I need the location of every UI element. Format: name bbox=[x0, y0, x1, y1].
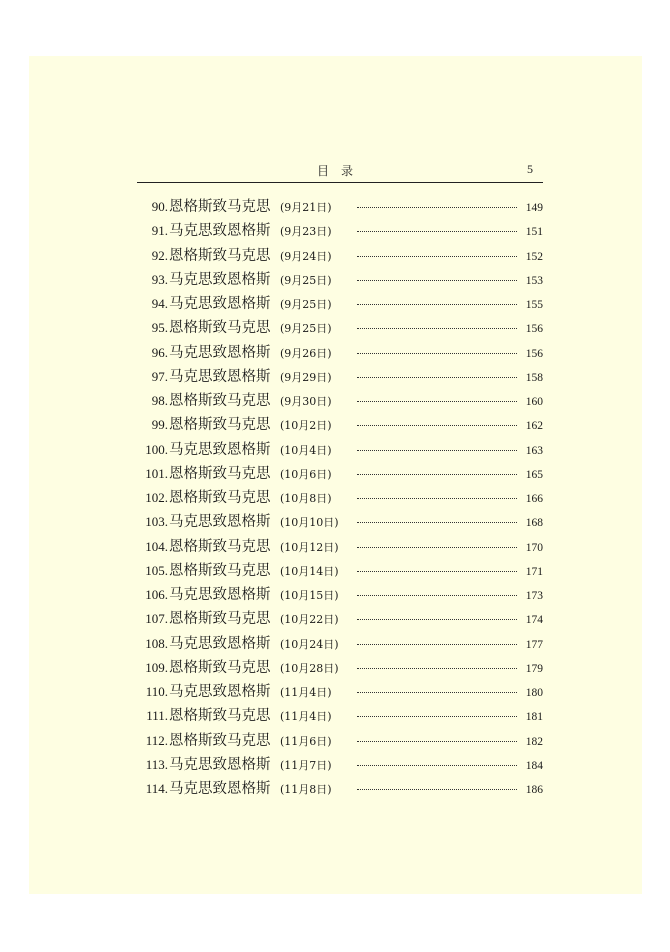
entry-page: 184 bbox=[525, 759, 543, 772]
dot-leader bbox=[357, 498, 517, 499]
toc-entry bbox=[137, 682, 543, 706]
entry-title: 恩格斯致马克思 bbox=[169, 247, 271, 264]
dot-leader bbox=[357, 328, 517, 329]
entry-title: 马克思致恩格斯 bbox=[169, 684, 271, 700]
toc-entry bbox=[137, 512, 543, 536]
entry-title: 马克思致恩格斯 bbox=[169, 587, 271, 603]
dot-leader bbox=[357, 304, 517, 305]
toc-entry bbox=[137, 197, 543, 221]
entry-date: (9月30日) bbox=[280, 395, 332, 408]
toc-entry bbox=[137, 537, 543, 561]
toc-entry bbox=[137, 415, 543, 439]
entry-number: 91. bbox=[151, 223, 168, 239]
entry-date: (10月2日) bbox=[280, 419, 332, 433]
entry-title: 恩格斯致马克思 bbox=[169, 320, 271, 337]
toc-entry bbox=[137, 755, 543, 779]
dot-leader bbox=[357, 256, 517, 257]
entry-number: 114. bbox=[145, 781, 168, 796]
entry-number: 92. bbox=[151, 247, 168, 263]
entry-page: 179 bbox=[525, 662, 543, 675]
entry-title: 马克思致恩格斯 bbox=[169, 781, 271, 797]
entry-number: 102. bbox=[145, 490, 168, 505]
entry-title: 恩格斯致马克思 bbox=[169, 393, 271, 409]
entry-number: 104. bbox=[145, 538, 168, 554]
entry-date: (9月29日) bbox=[280, 370, 332, 384]
entry-title: 恩格斯致马克思 bbox=[169, 611, 271, 628]
entry-title: 马克思致恩格斯 bbox=[169, 514, 271, 531]
entry-title: 马克思致恩格斯 bbox=[169, 441, 271, 458]
dot-leader bbox=[357, 207, 517, 208]
toc-entry bbox=[137, 367, 543, 391]
dot-leader bbox=[357, 789, 517, 790]
dot-leader bbox=[357, 595, 517, 596]
entry-title: 马克思致恩格斯 bbox=[169, 271, 271, 288]
entry-number: 90. bbox=[151, 199, 168, 214]
page-header bbox=[137, 162, 543, 183]
dot-leader bbox=[357, 716, 517, 717]
toc-entry bbox=[137, 221, 543, 245]
entry-date: (11月8日) bbox=[280, 783, 332, 796]
entry-date: (9月25日) bbox=[280, 298, 332, 311]
entry-title: 马克思致恩格斯 bbox=[169, 223, 271, 240]
entry-title: 恩格斯致马克思 bbox=[169, 538, 271, 555]
entry-title: 马克思致恩格斯 bbox=[169, 296, 271, 312]
page-title: 目 录 bbox=[317, 164, 354, 178]
toc-entry bbox=[137, 585, 543, 609]
entry-number: 99. bbox=[151, 417, 168, 433]
entry-page: 181 bbox=[525, 711, 543, 724]
entry-title: 马克思致恩格斯 bbox=[169, 756, 271, 773]
entry-page: 174 bbox=[525, 614, 543, 627]
entry-page: 170 bbox=[525, 541, 543, 554]
entry-title: 恩格斯致马克思 bbox=[169, 732, 271, 749]
entry-page: 156 bbox=[525, 323, 543, 336]
entry-page: 153 bbox=[525, 274, 543, 287]
entry-date: (10月6日) bbox=[280, 467, 332, 481]
entry-number: 108. bbox=[145, 635, 168, 651]
entry-date: (10月14日) bbox=[280, 564, 339, 578]
entry-title: 马克思致恩格斯 bbox=[169, 344, 271, 361]
dot-leader bbox=[357, 571, 517, 572]
entry-number: 93. bbox=[151, 271, 168, 287]
table-of-contents bbox=[137, 197, 543, 803]
entry-number: 98. bbox=[151, 393, 168, 408]
entry-number: 111. bbox=[146, 708, 168, 724]
entry-number: 94. bbox=[151, 296, 168, 311]
toc-entry bbox=[137, 731, 543, 755]
entry-date: (11月6日) bbox=[280, 734, 332, 748]
entry-date: (10月15日) bbox=[280, 589, 339, 602]
dot-leader bbox=[357, 377, 517, 378]
entry-number: 113. bbox=[145, 756, 168, 772]
dot-leader bbox=[357, 644, 517, 645]
entry-date: (10月24日) bbox=[280, 637, 339, 651]
toc-entry bbox=[137, 561, 543, 585]
entry-title: 恩格斯致马克思 bbox=[169, 417, 271, 434]
entry-date: (10月10日) bbox=[280, 516, 339, 530]
entry-date: (10月8日) bbox=[280, 492, 332, 505]
entry-date: (11月4日) bbox=[280, 686, 332, 699]
entry-page: 171 bbox=[525, 565, 543, 578]
entry-page: 162 bbox=[525, 420, 543, 433]
entry-date: (11月4日) bbox=[280, 710, 332, 724]
entry-date: (9月24日) bbox=[280, 249, 332, 263]
dot-leader bbox=[357, 522, 517, 523]
dot-leader bbox=[357, 547, 517, 548]
entry-number: 110. bbox=[145, 684, 168, 699]
entry-page: 173 bbox=[525, 590, 543, 602]
entry-page: 163 bbox=[525, 444, 543, 457]
entry-page: 186 bbox=[525, 784, 543, 796]
entry-page: 166 bbox=[525, 493, 543, 505]
entry-number: 100. bbox=[145, 441, 168, 457]
dot-leader bbox=[357, 401, 517, 402]
entry-number: 105. bbox=[145, 562, 168, 578]
entry-date: (10月28日) bbox=[280, 661, 339, 675]
toc-entry bbox=[137, 294, 543, 318]
entry-title: 恩格斯致马克思 bbox=[169, 465, 271, 482]
dot-leader bbox=[357, 353, 517, 354]
entry-title: 恩格斯致马克思 bbox=[169, 562, 271, 579]
toc-entry bbox=[137, 634, 543, 658]
entry-number: 107. bbox=[145, 611, 168, 627]
dot-leader bbox=[357, 231, 517, 232]
toc-entry bbox=[137, 391, 543, 415]
entry-number: 112. bbox=[145, 732, 168, 748]
entry-page: 182 bbox=[525, 735, 543, 748]
entry-title: 恩格斯致马克思 bbox=[169, 490, 271, 506]
entry-title: 马克思致恩格斯 bbox=[169, 635, 271, 652]
entry-date: (10月12日) bbox=[280, 540, 339, 554]
entry-title: 恩格斯致马克思 bbox=[169, 659, 271, 676]
entry-page: 168 bbox=[525, 517, 543, 530]
entry-number: 96. bbox=[151, 344, 168, 360]
toc-entry bbox=[137, 779, 543, 803]
toc-entry bbox=[137, 609, 543, 633]
entry-title: 恩格斯致马克思 bbox=[169, 199, 271, 215]
toc-entry bbox=[137, 706, 543, 730]
toc-entry bbox=[137, 270, 543, 294]
entry-page: 160 bbox=[525, 396, 543, 408]
toc-entry bbox=[137, 658, 543, 682]
toc-entry bbox=[137, 318, 543, 342]
entry-date: (10月22日) bbox=[280, 613, 339, 627]
dot-leader bbox=[357, 741, 517, 742]
entry-date: (11月7日) bbox=[280, 758, 332, 772]
dot-leader bbox=[357, 280, 517, 281]
toc-entry bbox=[137, 488, 543, 512]
entry-page: 155 bbox=[525, 299, 543, 311]
entry-number: 103. bbox=[145, 514, 168, 530]
page-number: 5 bbox=[527, 162, 533, 176]
entry-page: 152 bbox=[525, 250, 543, 263]
dot-leader bbox=[357, 450, 517, 451]
entry-date: (9月21日) bbox=[280, 201, 332, 214]
entry-page: 158 bbox=[525, 371, 543, 384]
entry-number: 95. bbox=[151, 320, 168, 336]
toc-entry bbox=[137, 246, 543, 270]
dot-leader bbox=[357, 619, 517, 620]
entry-page: 177 bbox=[525, 638, 543, 651]
entry-date: (9月25日) bbox=[280, 322, 332, 336]
entry-page: 156 bbox=[525, 347, 543, 360]
entry-number: 109. bbox=[145, 659, 168, 675]
entry-date: (9月26日) bbox=[280, 346, 332, 360]
entry-title: 马克思致恩格斯 bbox=[169, 368, 271, 385]
dot-leader bbox=[357, 765, 517, 766]
entry-page: 165 bbox=[525, 468, 543, 481]
entry-page: 149 bbox=[525, 202, 543, 214]
entry-title: 恩格斯致马克思 bbox=[169, 708, 271, 725]
dot-leader bbox=[357, 474, 517, 475]
entry-date: (9月23日) bbox=[280, 225, 332, 239]
toc-entry bbox=[137, 464, 543, 488]
dot-leader bbox=[357, 692, 517, 693]
entry-page: 180 bbox=[525, 687, 543, 699]
toc-entry bbox=[137, 343, 543, 367]
entry-number: 101. bbox=[145, 465, 168, 481]
entry-number: 106. bbox=[145, 587, 168, 602]
dot-leader bbox=[357, 668, 517, 669]
entry-number: 97. bbox=[151, 368, 168, 384]
entry-date: (10月4日) bbox=[280, 443, 332, 457]
dot-leader bbox=[357, 425, 517, 426]
entry-date: (9月25日) bbox=[280, 273, 332, 287]
toc-entry bbox=[137, 440, 543, 464]
entry-page: 151 bbox=[525, 226, 543, 239]
